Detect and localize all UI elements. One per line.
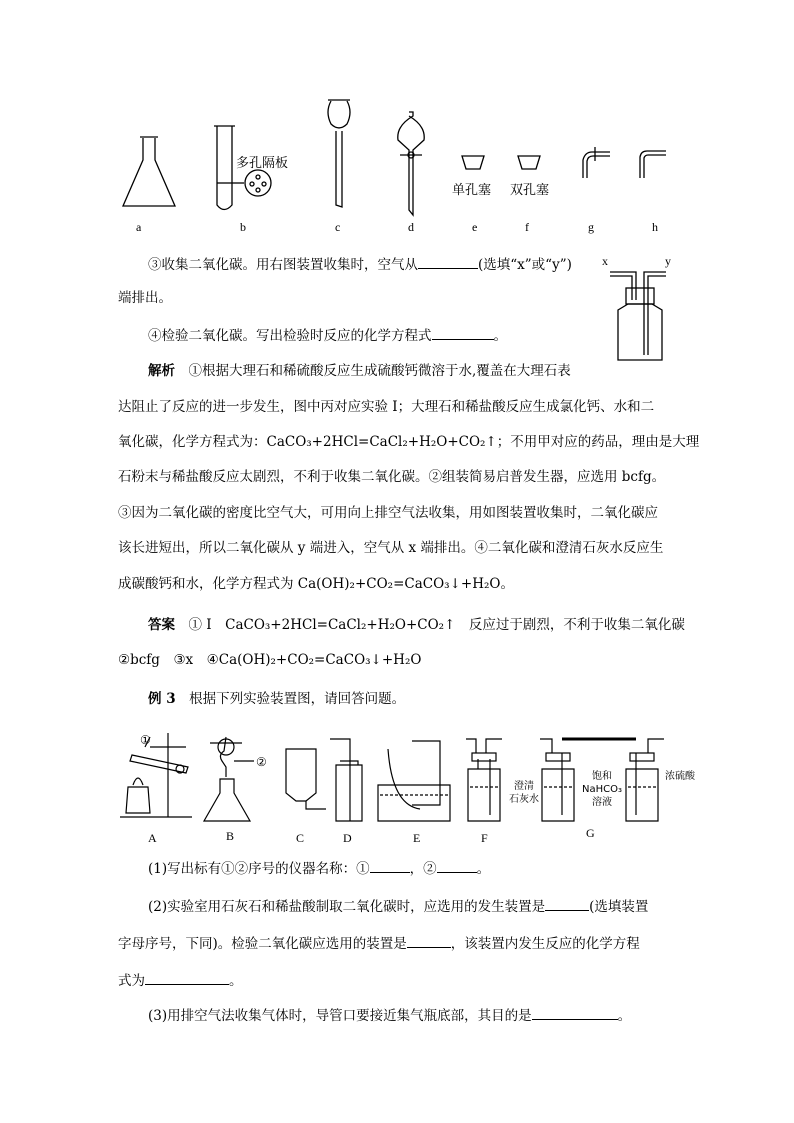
answer-line-1: 答案 ① I CaCO₃+2HCl=CaCl₂+H₂O+CO₂↑ 反应过于剧烈，不利于收集二氧化碳 [148,617,685,633]
question-3-end: 端排出。 [118,290,172,306]
single-stopper-label: 单孔塞 [452,183,492,198]
question-p3: (3)用排空气法收集气体时，导管口要接近集气瓶底部，其目的是 。 [148,1005,631,1026]
answer-label: 答案 [148,617,175,633]
gas-x-label: x [602,254,608,268]
answer-blank[interactable] [545,896,589,911]
question-p2-cont: 字母序号，下同)。检验二氧化碳应选用的装置是 ，该装置内发生反应的化学方程 [118,933,640,954]
nahco3-label: 饱和 NaHCO₃ 溶液 [582,771,622,808]
answer-blank[interactable] [418,254,478,269]
gas-y-label: y [665,254,671,268]
answer-line-2: ②bcfg ③x ④Ca(OH)₂+CO₂=CaCO₃↓+H₂O [118,652,422,668]
analysis-line-2: 达阻止了反应的进一步发生，图中丙对应实验 I；大理石和稀盐酸反应生成氯化钙、水和二 [118,399,655,415]
label-b: b [240,220,246,234]
analysis-line-5: ③因为二氧化碳的密度比空气大，可用向上排空气法收集，用如图装置收集时，二氧化碳应 [118,505,658,521]
question-4: ④检验二氧化碳。写出检验时反应的化学方程式 。 [148,325,507,346]
answer-blank[interactable] [370,858,410,873]
answer-blank[interactable] [532,1005,618,1020]
apparatus-drawings-1 [0,0,794,240]
label-E: E [413,831,421,845]
label-G: G [586,826,595,840]
label-e: e [472,220,478,234]
label-C: C [296,831,305,845]
example-3-heading: 例 3 根据下列实验装置图，请回答问题。 [148,691,406,707]
label-F: F [481,831,488,845]
label-c: c [335,220,341,234]
limewater-label: 澄清 石灰水 [509,781,539,805]
analysis-line-1: 解析 ①根据大理石和稀硫酸反应生成硫酸钙微溶于水,覆盖在大理石表 [148,363,571,379]
label-f: f [525,220,529,234]
answer-blank[interactable] [407,933,451,948]
mark-1: ① [140,733,151,747]
mark-2: ② [256,755,267,769]
question-p1: (1)写出标有①②序号的仪器名称：① ，② 。 [148,858,490,879]
analysis-line-6: 该长进短出，所以二氧化碳从 y 端进入，空气从 x 端排出。④二氧化碳和澄清石灰水反应生 [118,540,664,556]
analysis-label: 解析 [148,363,175,379]
porous-plate-label: 多孔隔板 [236,156,289,171]
answer-blank[interactable] [432,325,494,340]
question-p2-end: 式为 。 [118,970,243,991]
label-D: D [343,831,352,845]
analysis-line-4: 石粉末与稀盐酸反应太剧烈，不利于收集二氧化碳。②组装简易启普发生器，应选用 bcfg。 [118,469,666,485]
answer-blank[interactable] [437,858,477,873]
h2so4-label: 浓硫酸 [665,771,695,782]
label-h: h [652,220,658,234]
label-d: d [408,220,414,234]
apparatus-drawings-2 [0,725,794,855]
analysis-line-7: 成碳酸钙和水，化学方程式为 Ca(OH)₂+CO₂=CaCO₃↓+H₂O。 [118,576,514,592]
example-label: 例 3 [148,691,176,707]
double-stopper-label: 双孔塞 [510,183,550,198]
label-g: g [588,220,594,234]
label-a: a [136,220,142,234]
analysis-line-3: 氧化碳，化学方程式为：CaCO₃+2HCl=CaCl₂+H₂O+CO₂↑；不用甲对应的药品，理由是大理 [118,434,700,450]
question-p2: (2)实验室用石灰石和稀盐酸制取二氧化碳时，应选用的发生装置是 (选填装置 [148,896,648,917]
label-A: A [148,831,157,845]
answer-blank[interactable] [145,970,229,985]
label-B: B [226,829,235,843]
question-3: ③收集二氧化碳。用右图装置收集时，空气从 (选填“x”或“y”) [148,254,572,275]
